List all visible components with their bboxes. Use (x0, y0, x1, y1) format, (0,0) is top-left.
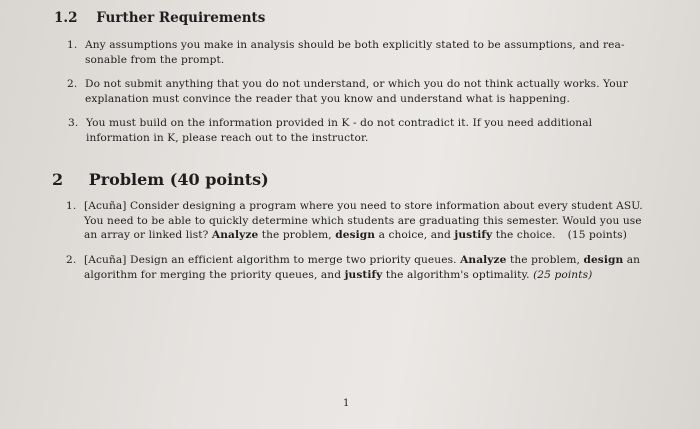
item-text-line: Do not submit anything that you do not understand, or which you do not think actually works. Your (85, 78, 628, 90)
item-number: 1. (67, 39, 78, 51)
points-label: (25 points) (533, 268, 593, 281)
keyword-analyze: Analyze (460, 254, 507, 266)
text-span: an array or linked list? (84, 229, 212, 241)
item-text-line: sonable from the prompt. (85, 53, 225, 66)
section-title: Problem (40 points) (88, 170, 269, 189)
section-number: 2 (52, 170, 64, 189)
section-heading-further-requirements (54, 10, 265, 26)
item-text-line: [Acuña] Consider designing a program where you need to store information about every student ASU. (84, 200, 643, 212)
item-number: 2. (67, 78, 78, 90)
item-text-line (84, 268, 654, 283)
points-label: (15 points) (567, 229, 627, 241)
keyword-design: design (335, 229, 376, 241)
text-span: the algorithm's optimality. (382, 268, 534, 281)
text-span: an (623, 254, 641, 266)
item-text-line (84, 228, 654, 243)
text-span: [Acuña] Design an efficient algorithm to merge two priority queues. (84, 254, 461, 266)
item-text-line: explanation must convince the reader that you know and understand what is happening. (85, 92, 570, 105)
item-number: 3. (68, 117, 79, 129)
keyword-justify: justify (344, 268, 383, 281)
item-text-line: You need to be able to quickly determine which students are graduating this semester. Would you use (84, 214, 642, 227)
text-span: the choice. (492, 229, 556, 241)
keyword-analyze: Analyze (211, 229, 259, 241)
keyword-design: design (583, 254, 624, 266)
section-heading-problem (52, 170, 269, 189)
text-span: a choice, and (375, 229, 455, 241)
text-span: algorithm for merging the priority queues, and (84, 268, 345, 281)
section-title: Further Requirements (96, 10, 266, 26)
requirement-item-1 (67, 38, 655, 67)
item-text-line: Any assumptions you make in analysis should be both explicitly stated to be assumptions, and rea- (85, 39, 625, 51)
page-number: 1 (343, 398, 350, 409)
requirement-item-2 (67, 77, 655, 106)
problem-item-2 (66, 253, 654, 282)
text-span: the problem, (506, 254, 584, 266)
keyword-justify: justify (454, 229, 493, 241)
problem-item-1 (66, 199, 654, 243)
item-text-line: You must build on the information provided in K - do not contradict it. If you need additional (86, 117, 593, 129)
item-text-line: information in K, please reach out to the instructor. (86, 131, 369, 144)
item-number: 2. (66, 254, 77, 266)
item-number: 1. (66, 200, 77, 212)
item-text-line (84, 253, 654, 268)
requirement-item-3 (68, 116, 656, 145)
text-span: the problem, (258, 229, 336, 241)
section-number: 1.2 (54, 10, 78, 26)
